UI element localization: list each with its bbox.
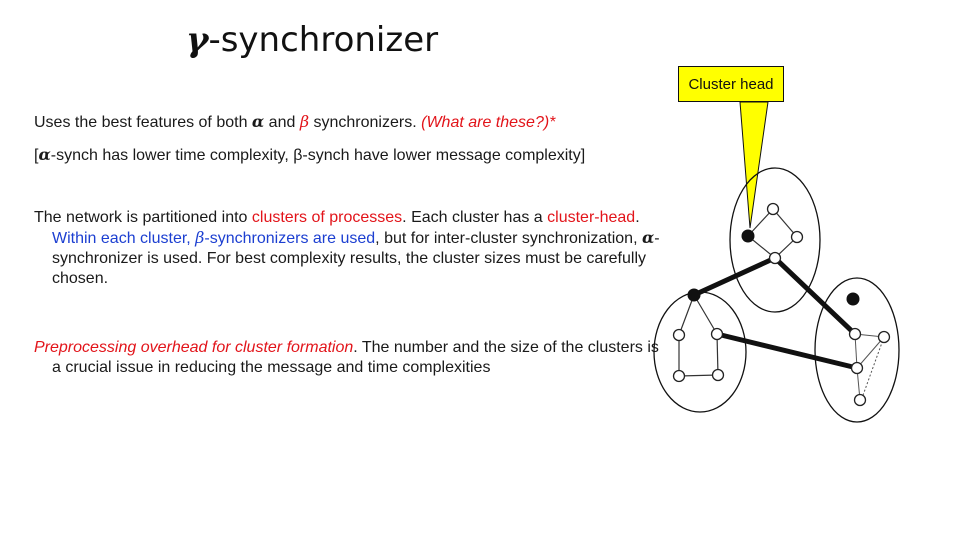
alpha-symbol: α [251,112,265,131]
node [712,329,723,340]
node [768,204,779,215]
cluster-head-node [742,230,755,243]
within-highlight: Within each cluster, [52,230,196,247]
node [855,395,866,406]
text-run: synchronizers. [309,114,422,131]
inter-cluster-edges [694,258,857,368]
text-run: and [264,114,300,131]
text-run: The network is partitioned into [34,209,252,226]
text-run: -synch has lower time complexity, β-synch have lower message complexity] [50,147,586,164]
cluster-head-node [688,289,701,302]
text-run: . The number and the size of the clusters is a crucial issue in reducing the message and time complexities [52,339,659,376]
text-run: , but for inter-cluster synchronization, [375,230,642,247]
text-run: . Each cluster has a [402,209,548,226]
callout-pointer [740,102,768,228]
text-run: . [635,209,640,226]
node [852,363,863,374]
clusters-highlight: clusters of processes [251,209,403,226]
node [879,332,890,343]
alpha-symbol: α [641,228,655,247]
beta-symbol: β [299,112,310,131]
title-text: -synchronizer [208,20,439,60]
node [770,253,781,264]
node [850,329,861,340]
text-run: [ [34,147,39,164]
text-run: Uses the best features of both [34,114,252,131]
node [674,330,685,341]
node [674,371,685,382]
node [792,232,803,243]
alpha-symbol: α [38,145,51,164]
question-note: (What are these?)* [421,114,556,131]
top-cluster-edges [748,209,797,258]
gamma-symbol: γ [186,20,209,60]
beta-symbol: β [195,228,205,247]
cluster-left [654,292,746,412]
cluster-head-highlight: cluster-head [547,209,636,226]
cluster-head-node [847,293,860,306]
node [713,370,724,381]
preprocessing-highlight: Preprocessing overhead for cluster formation [34,339,354,356]
beta-used-highlight: -synchronizers are used [204,230,376,247]
text-run: -synchronizer is used. For best complexity results, the cluster sizes must be carefully chosen. [52,230,660,287]
cluster-head-callout: Cluster head [678,66,784,102]
